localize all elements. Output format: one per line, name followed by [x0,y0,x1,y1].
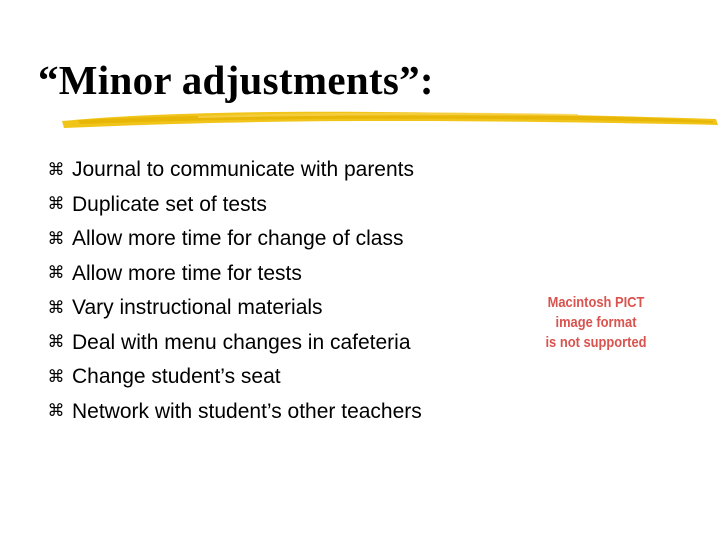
list-item [46,326,422,361]
list-item [46,188,422,223]
unsupported-image-placeholder [544,288,647,358]
command-key-icon: ⌘ [47,159,65,180]
bullet-text: Network with student’s other teachers [72,399,422,423]
bullet-text: Deal with menu changes in cafeteria [72,330,411,354]
bullet-text: Allow more time for tests [72,261,302,285]
bullet-text: Change student’s seat [72,365,281,389]
command-key-icon: ⌘ [47,401,65,422]
list-item [46,395,422,430]
list-item [46,153,422,188]
list-item [46,222,422,257]
slide-title: “Minor adjustments”: [38,57,434,103]
title-underline-brushstroke [58,104,720,132]
bullet-text: Duplicate set of tests [72,192,267,216]
bullet-text: Journal to communicate with parents [72,158,414,182]
list-item [46,360,422,395]
bullet-text: Vary instructional materials [72,296,323,320]
command-key-icon: ⌘ [47,332,65,353]
list-item [46,291,422,326]
bullet-list [46,153,422,429]
bullet-text: Allow more time for change of class [72,227,404,251]
placeholder-line: Macintosh PICT [547,294,645,311]
command-key-icon: ⌘ [47,366,65,387]
list-item [46,257,422,292]
command-key-icon: ⌘ [47,194,65,215]
command-key-icon: ⌘ [47,228,65,249]
placeholder-line: image format [555,314,637,331]
command-key-icon: ⌘ [47,297,65,318]
placeholder-line: is not supported [545,334,647,351]
command-key-icon: ⌘ [47,263,65,284]
